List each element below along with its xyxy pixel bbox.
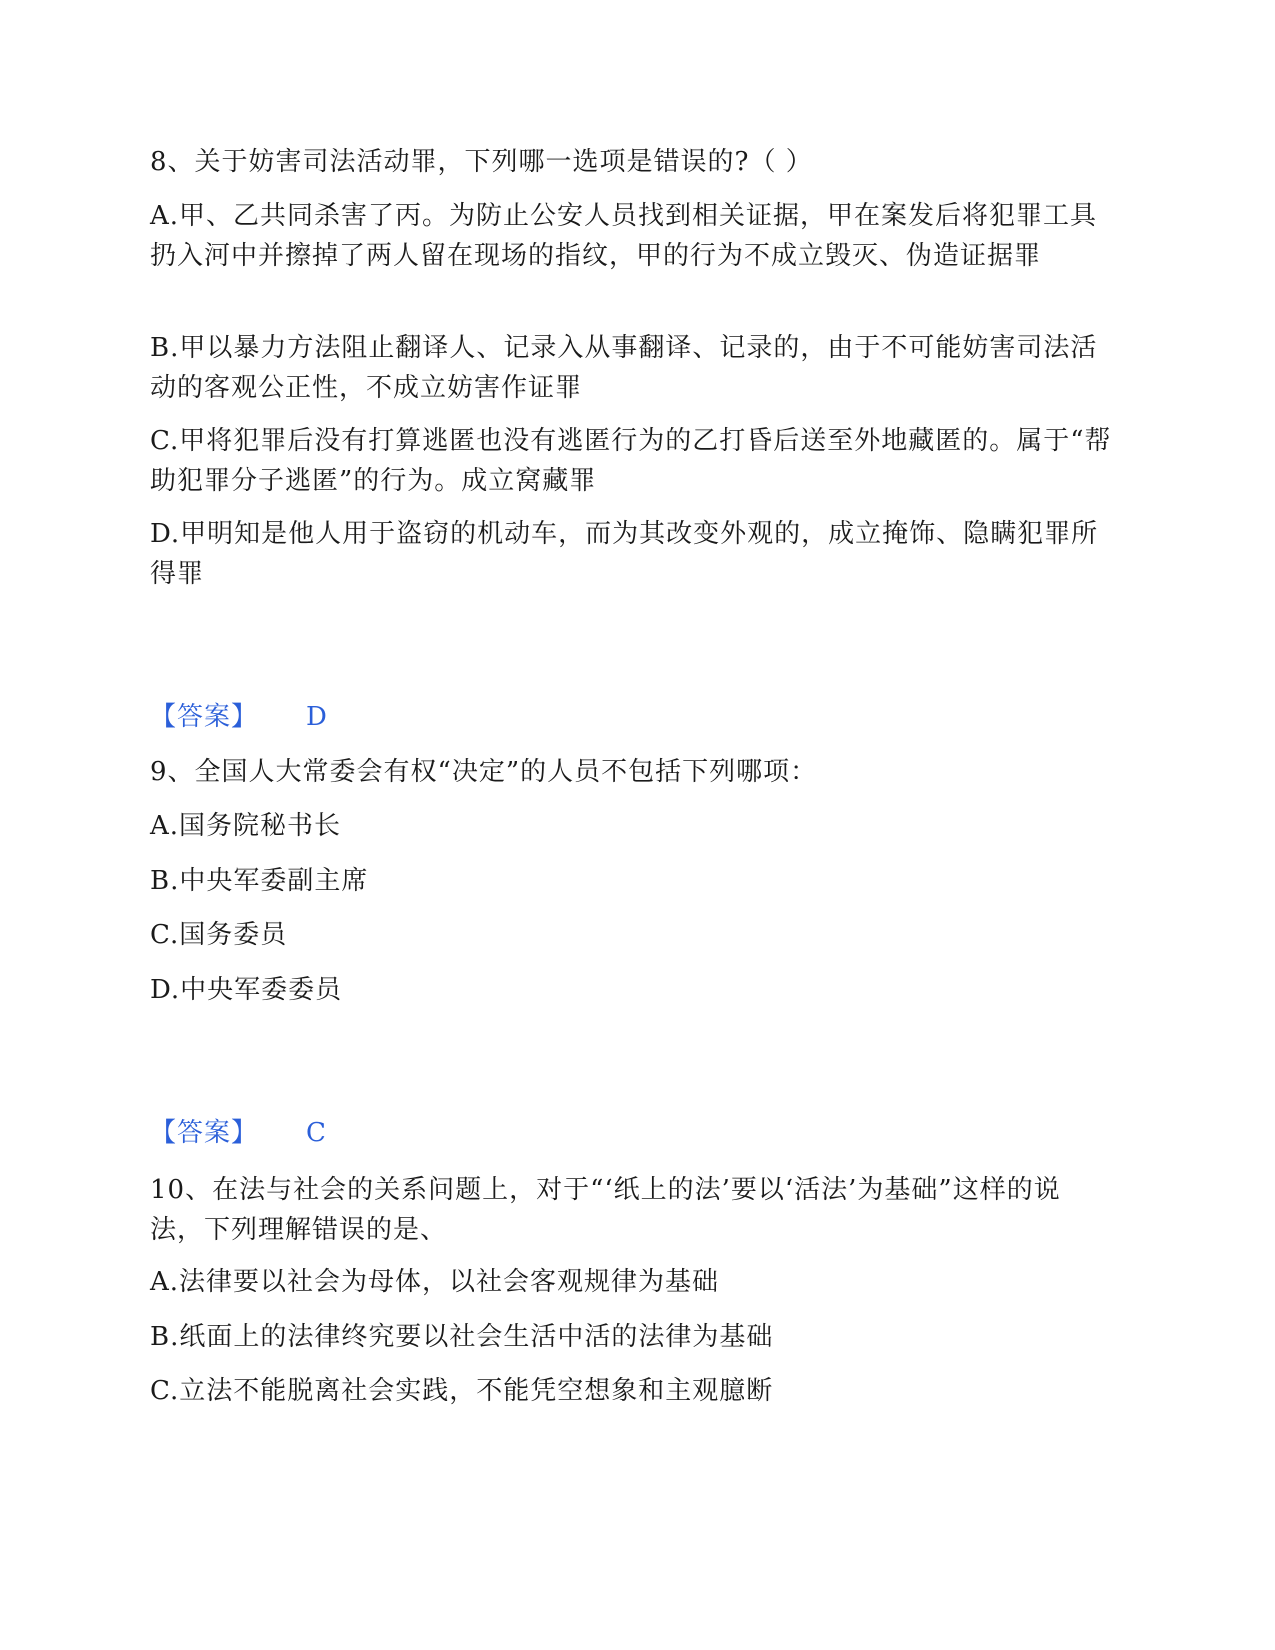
- question-8-answer: [150, 697, 327, 737]
- question-8-option-a: A.甲、乙共同杀害了丙。为防止公安人员找到相关证据，甲在案发后将犯罪工具扔入河中并擦掉了两人留在现场的指纹，甲的行为不成立毁灭、伪造证据罪: [150, 201, 1098, 271]
- answer-value: D: [306, 702, 327, 732]
- answer-value: C: [306, 1118, 326, 1148]
- question-9-answer: [150, 1113, 326, 1153]
- question-10-stem: 10、在法与社会的关系问题上，对于“‘纸上的法’要以‘活法’为基础”这样的说法，下列理解错误的是、: [150, 1175, 1061, 1245]
- question-9-option-a: A.国务院秘书长: [150, 811, 342, 841]
- question-8-option-d: D.甲明知是他人用于盗窃的机动车，而为其改变外观的，成立掩饰、隐瞒犯罪所得罪: [150, 519, 1099, 589]
- answer-label: 【答案】: [150, 702, 259, 732]
- answer-label: 【答案】: [150, 1118, 259, 1148]
- question-10-option-c: C.立法不能脱离社会实践，不能凭空想象和主观臆断: [150, 1376, 774, 1406]
- question-9-option-c: C.国务委员: [150, 920, 288, 950]
- question-10-option-b: B.纸面上的法律终究要以社会生活中活的法律为基础: [150, 1322, 774, 1352]
- question-8-option-c: C.甲将犯罪后没有打算逃匿也没有逃匿行为的乙打昏后送至外地藏匿的。属于“帮助犯罪分子逃匿”的行为。成立窝藏罪: [150, 426, 1112, 496]
- question-8-stem: 8、关于妨害司法活动罪，下列哪一选项是错误的?（ ）: [150, 147, 813, 177]
- question-10-option-a: A.法律要以社会为母体，以社会客观规律为基础: [150, 1267, 720, 1297]
- question-9-option-d: D.中央军委委员: [150, 975, 343, 1005]
- question-8-option-b: B.甲以暴力方法阻止翻译人、记录入从事翻译、记录的，由于不可能妨害司法活动的客观公正性，不成立妨害作证罪: [150, 333, 1098, 403]
- question-9-stem: 9、全国人大常委会有权“决定”的人员不包括下列哪项：: [150, 757, 818, 787]
- question-9-option-b: B.中央军委副主席: [150, 866, 369, 896]
